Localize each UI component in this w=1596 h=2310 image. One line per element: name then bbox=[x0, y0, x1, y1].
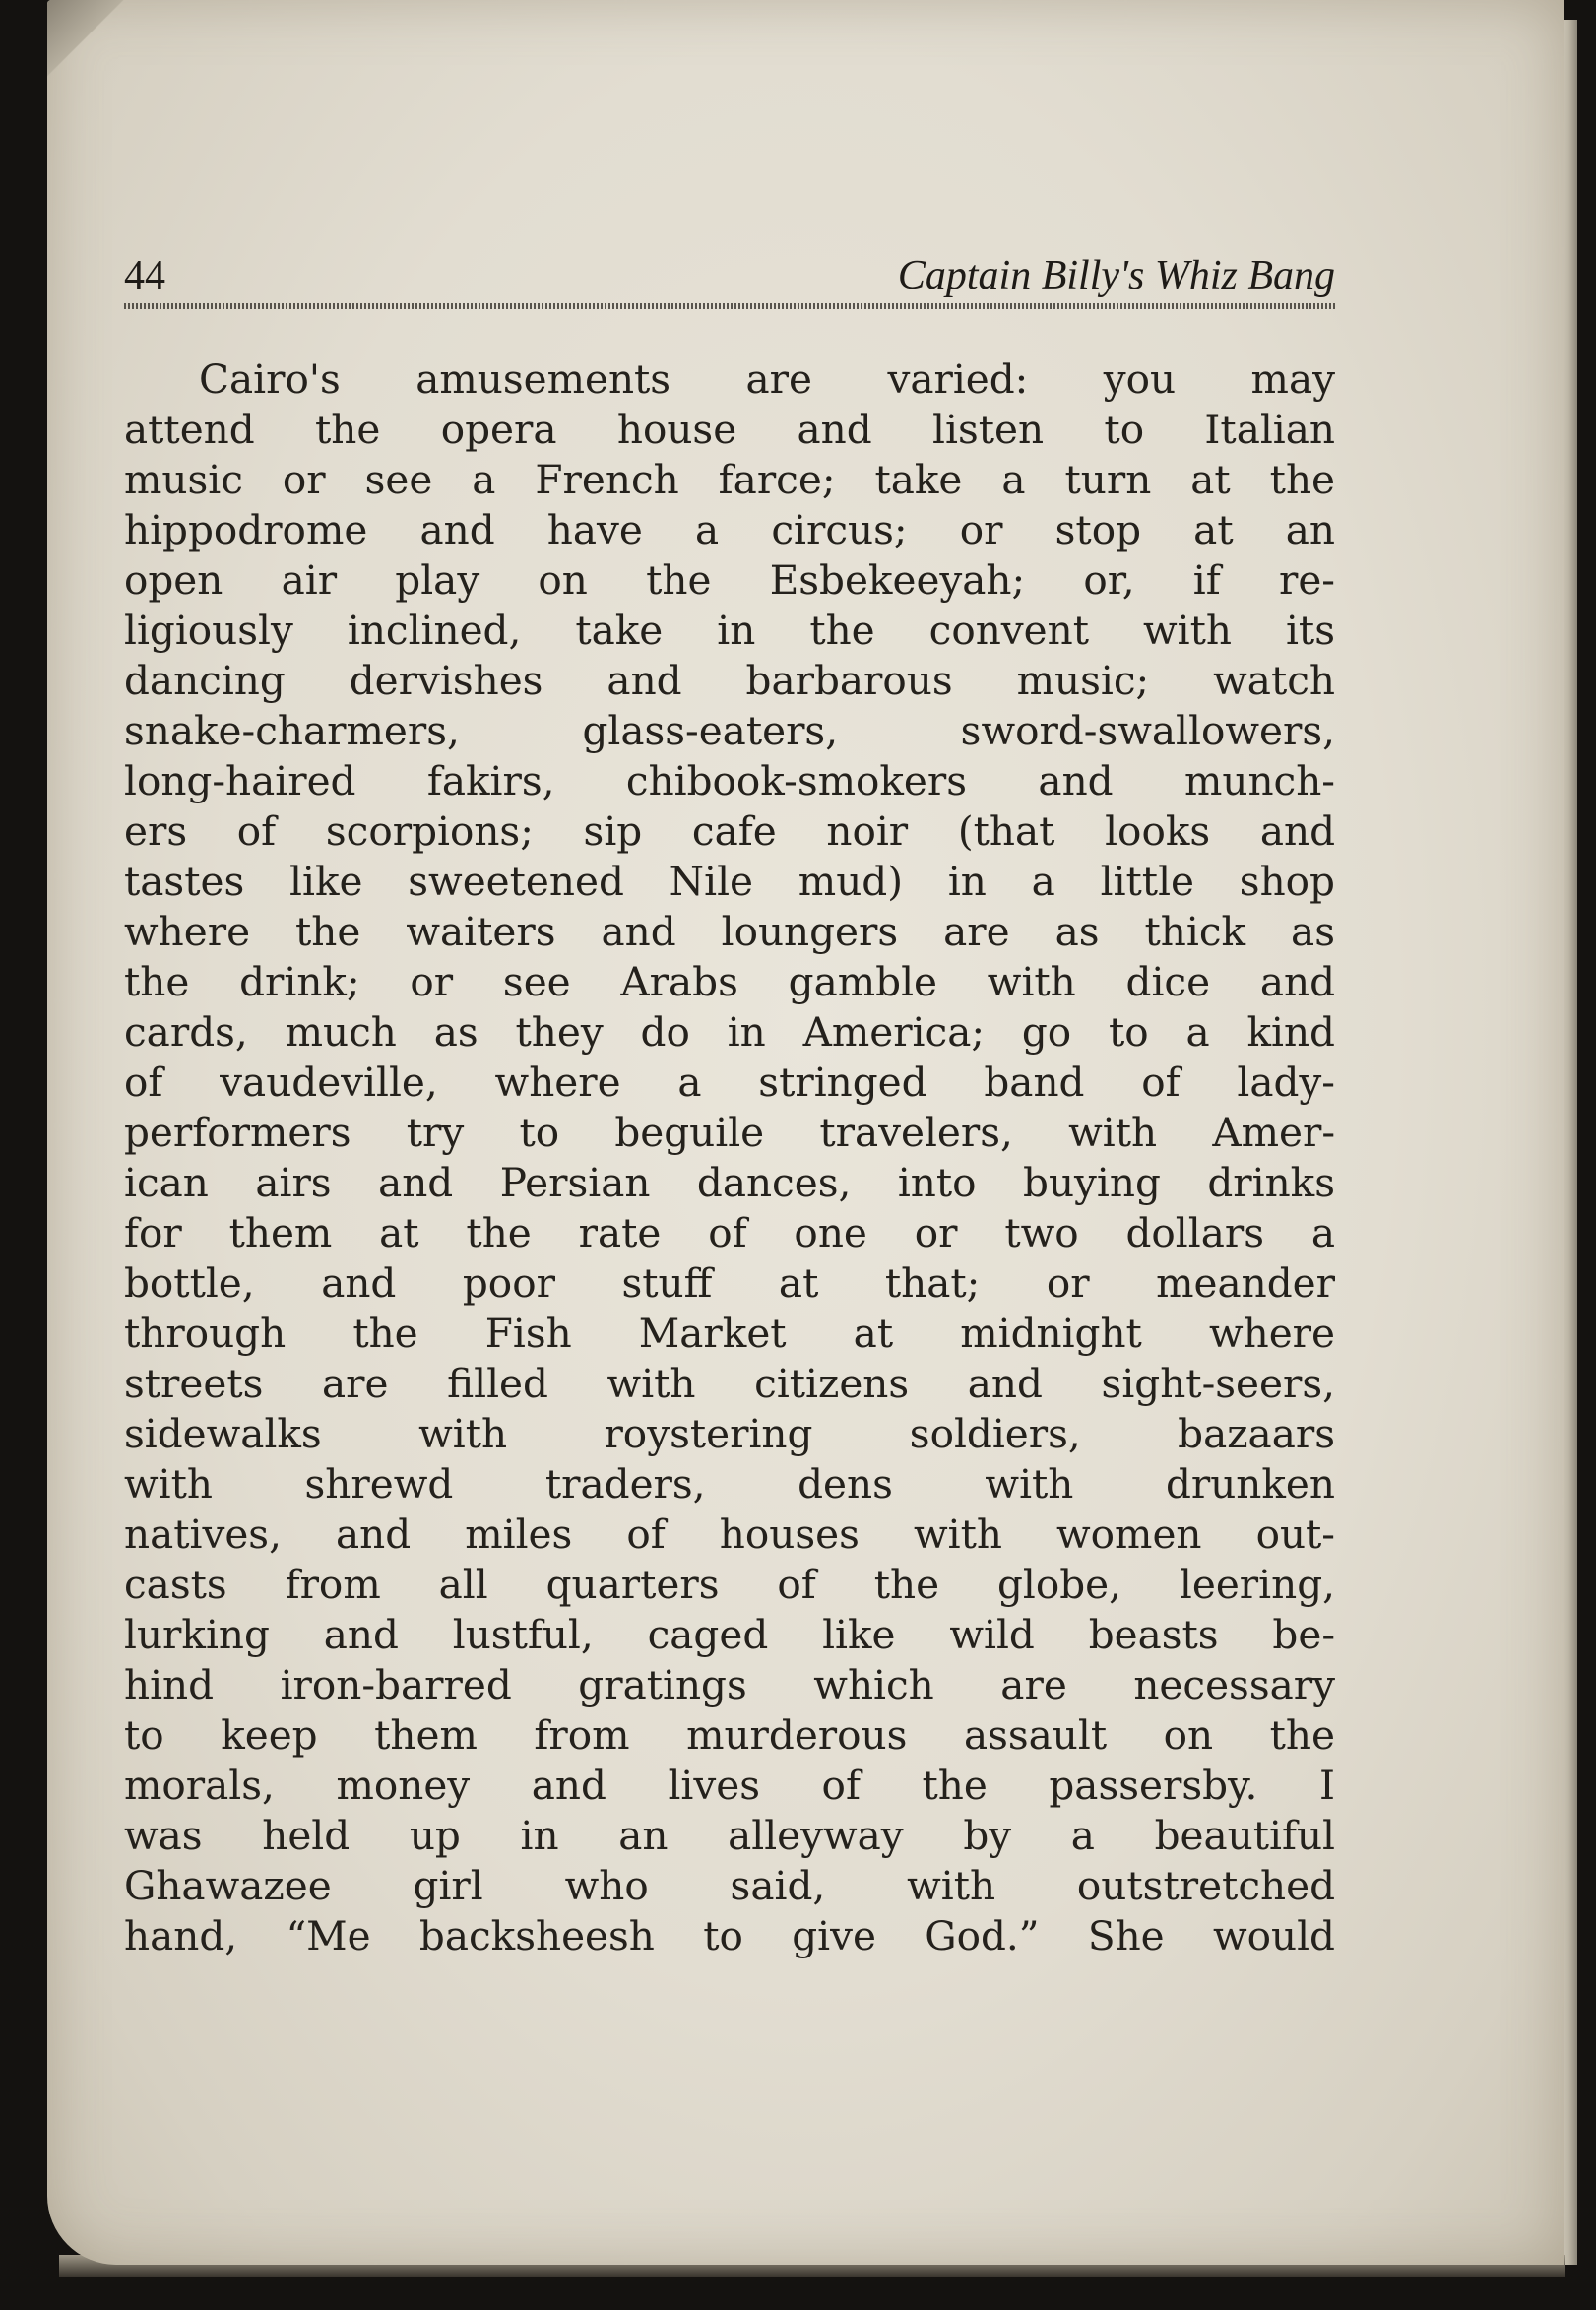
text-line: the drink; or see Arabs gamble with dice and bbox=[124, 958, 1335, 1005]
text-line: bottle, and poor stuff at that; or meander bbox=[124, 1259, 1335, 1307]
folded-corner bbox=[47, 0, 136, 79]
text-line: open air play on the Esbekeeyah; or, if re- bbox=[124, 556, 1335, 604]
text-line: of vaudeville, where a stringed band of lady- bbox=[124, 1059, 1335, 1106]
text-line: casts from all quarters of the globe, leering, bbox=[124, 1561, 1335, 1608]
text-line: attend the opera house and listen to Italian bbox=[124, 406, 1335, 453]
text-line: Ghawazee girl who said, with outstretched bbox=[124, 1862, 1335, 1909]
body-paragraph bbox=[124, 354, 1335, 1961]
text-line: hind iron-barred gratings which are necessary bbox=[124, 1661, 1335, 1708]
text-line: hippodrome and have a circus; or stop at an bbox=[124, 506, 1335, 553]
text-line: with shrewd traders, dens with drunken bbox=[124, 1460, 1335, 1508]
text-line: ers of scorpions; sip cafe noir (that looks and bbox=[124, 807, 1335, 855]
text-line: where the waiters and loungers are as thick as bbox=[124, 908, 1335, 955]
text-line: for them at the rate of one or two dollars a bbox=[124, 1209, 1335, 1256]
text-line: long-haired fakirs, chibook-smokers and munch- bbox=[124, 757, 1335, 804]
text-line: hand, “Me backsheesh to give God.” She would bbox=[124, 1912, 1335, 1959]
text-line: lurking and lustful, caged like wild beasts be- bbox=[124, 1611, 1335, 1658]
text-line: morals, money and lives of the passersby. I bbox=[124, 1762, 1335, 1809]
header-rule bbox=[124, 303, 1335, 309]
text-line: music or see a French farce; take a turn at the bbox=[124, 456, 1335, 503]
text-line: to keep them from murderous assault on the bbox=[124, 1711, 1335, 1759]
text-line: ican airs and Persian dances, into buying drinks bbox=[124, 1159, 1335, 1206]
text-line: sidewalks with roystering soldiers, bazaars bbox=[124, 1410, 1335, 1457]
running-title: Captain Billy's Whiz Bang bbox=[897, 253, 1335, 298]
text-line: tastes like sweetened Nile mud) in a little shop bbox=[124, 858, 1335, 905]
page-header bbox=[124, 246, 1335, 305]
text-line: natives, and miles of houses with women out- bbox=[124, 1510, 1335, 1558]
text-line: snake-charmers, glass-eaters, sword-swallowers, bbox=[124, 707, 1335, 754]
text-line: streets are filled with citizens and sight-seers, bbox=[124, 1360, 1335, 1407]
text-line: through the Fish Market at midnight where bbox=[124, 1310, 1335, 1357]
text-line: ligiously inclined, take in the convent with its bbox=[124, 607, 1335, 654]
text-line: Cairo's amusements are varied: you may bbox=[199, 355, 1335, 403]
text-line: dancing dervishes and barbarous music; watch bbox=[124, 657, 1335, 704]
text-line: was held up in an alleyway by a beautiful bbox=[124, 1812, 1335, 1859]
text-line: performers try to beguile travelers, with Amer- bbox=[124, 1109, 1335, 1156]
text-line: cards, much as they do in America; go to a kind bbox=[124, 1008, 1335, 1056]
page-number: 44 bbox=[124, 253, 165, 298]
